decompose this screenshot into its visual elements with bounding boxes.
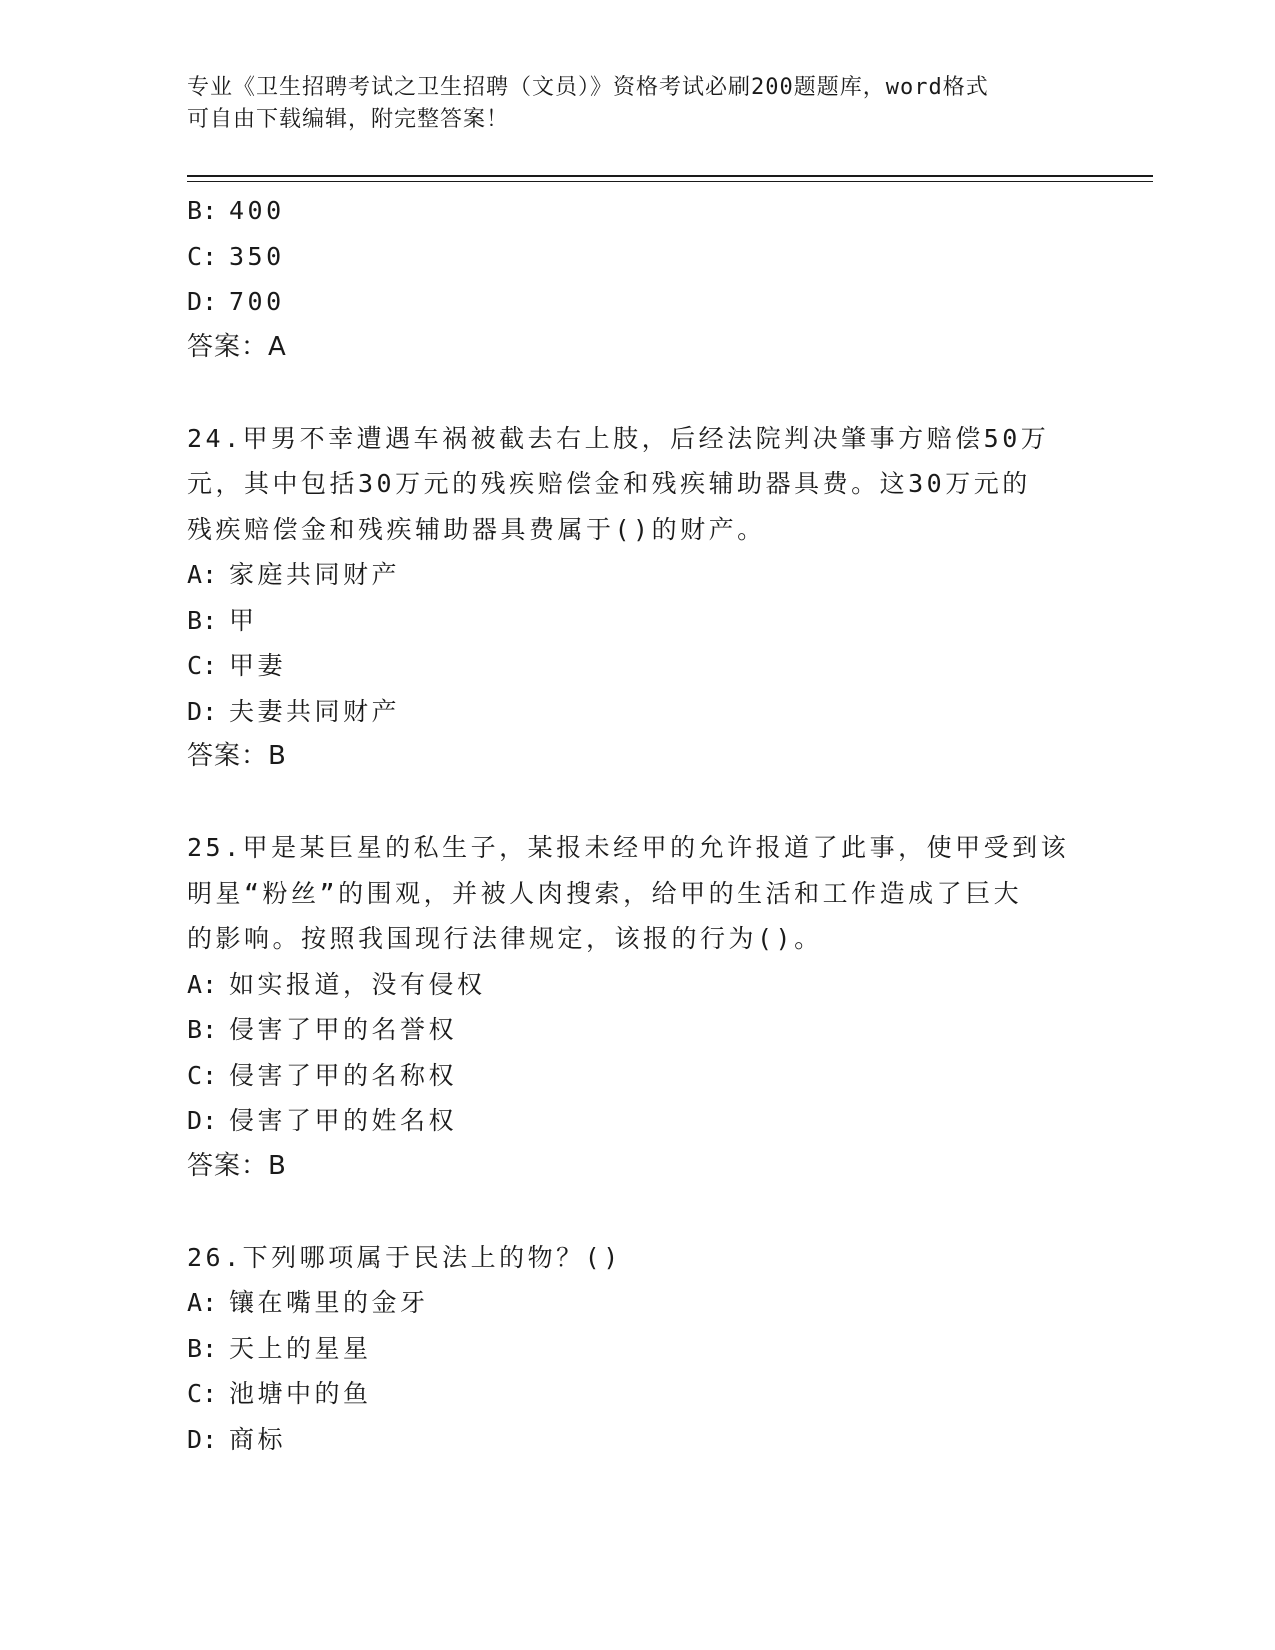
question-stem-line: 明星“粉丝”的围观，并被人肉搜索，给甲的生活和工作造成了巨大 (187, 878, 1023, 908)
option-label: C: (187, 1060, 218, 1090)
option-label: C: (187, 1379, 218, 1408)
spacer (187, 370, 1067, 416)
option-text: 商标 (229, 1424, 287, 1454)
spacer (187, 1189, 1067, 1235)
option-d (187, 1098, 1067, 1144)
question-23-tail (187, 188, 1067, 370)
option-text: 350 (229, 241, 285, 271)
option-label: B: (187, 196, 218, 225)
option-d (187, 1417, 1067, 1463)
option-text: 如实报道，没有侵权 (229, 969, 486, 999)
option-label: A: (187, 969, 218, 999)
header-divider-thin (187, 181, 1153, 182)
option-c (187, 234, 1067, 280)
option-b (187, 598, 1067, 644)
header-divider-thick (187, 175, 1153, 177)
option-b (187, 188, 1067, 234)
question-stem-line: 26.下列哪项属于民法上的物？() (187, 1242, 622, 1272)
option-d (187, 279, 1067, 325)
question-stem-line: 的影响。按照我国现行法律规定，该报的行为()。 (187, 924, 823, 953)
option-text: 镶在嘴里的金牙 (229, 1288, 429, 1317)
question-24 (187, 416, 1067, 780)
option-text: 甲妻 (229, 651, 287, 680)
option-label: A: (187, 1288, 218, 1317)
question-stem-line: 残疾赔偿金和残疾辅助器具费属于()的财产。 (187, 514, 766, 544)
option-label: B: (187, 1015, 218, 1044)
option-a (187, 552, 1067, 598)
option-d (187, 689, 1067, 735)
option-text: 甲 (229, 605, 258, 635)
answer-line: 答案：B (187, 741, 287, 771)
answer-line: 答案：A (187, 331, 287, 362)
document-header (187, 72, 1087, 136)
option-a (187, 962, 1067, 1008)
option-c (187, 643, 1067, 689)
option-text: 池塘中的鱼 (229, 1379, 372, 1408)
spacer (187, 780, 1067, 826)
option-label: D: (187, 1106, 218, 1135)
question-stem-line: 元，其中包括30万元的残疾赔偿金和残疾辅助器具费。这30万元的 (187, 469, 1031, 498)
question-25 (187, 825, 1070, 1189)
question-list (187, 188, 1070, 1462)
option-text: 700 (229, 287, 285, 316)
option-text: 侵害了甲的名称权 (229, 1060, 458, 1090)
option-c (187, 1053, 1067, 1099)
option-label: D: (187, 1424, 218, 1454)
option-label: B: (187, 1333, 218, 1363)
option-text: 侵害了甲的名誉权 (229, 1015, 458, 1044)
option-label: C: (187, 651, 218, 680)
option-b (187, 1326, 1067, 1372)
answer-line: 答案：B (187, 1150, 287, 1181)
option-text: 天上的星星 (229, 1333, 372, 1363)
question-stem-line: 25.甲是某巨星的私生子，某报未经甲的允许报道了此事，使甲受到该 (187, 833, 1070, 862)
header-line-1: 专业《卫生招聘考试之卫生招聘（文员）》资格考试必刷200题题库，word格式 (187, 75, 989, 100)
option-label: D: (187, 696, 218, 726)
option-label: C: (187, 241, 218, 271)
option-text: 侵害了甲的姓名权 (229, 1106, 458, 1135)
option-label: D: (187, 287, 218, 316)
option-text: 400 (229, 196, 285, 225)
question-stem-line: 24.甲男不幸遭遇车祸被截去右上肢，后经法院判决肇事方赔偿50万 (187, 423, 1050, 453)
option-text: 夫妻共同财产 (229, 696, 401, 726)
option-b (187, 1007, 1067, 1053)
question-26 (187, 1235, 1067, 1463)
option-c (187, 1371, 1067, 1417)
option-label: A: (187, 560, 218, 589)
option-a (187, 1280, 1067, 1326)
header-line-2: 可自由下载编辑，附完整答案！ (187, 107, 510, 132)
option-label: B: (187, 605, 218, 635)
option-text: 家庭共同财产 (229, 560, 401, 589)
